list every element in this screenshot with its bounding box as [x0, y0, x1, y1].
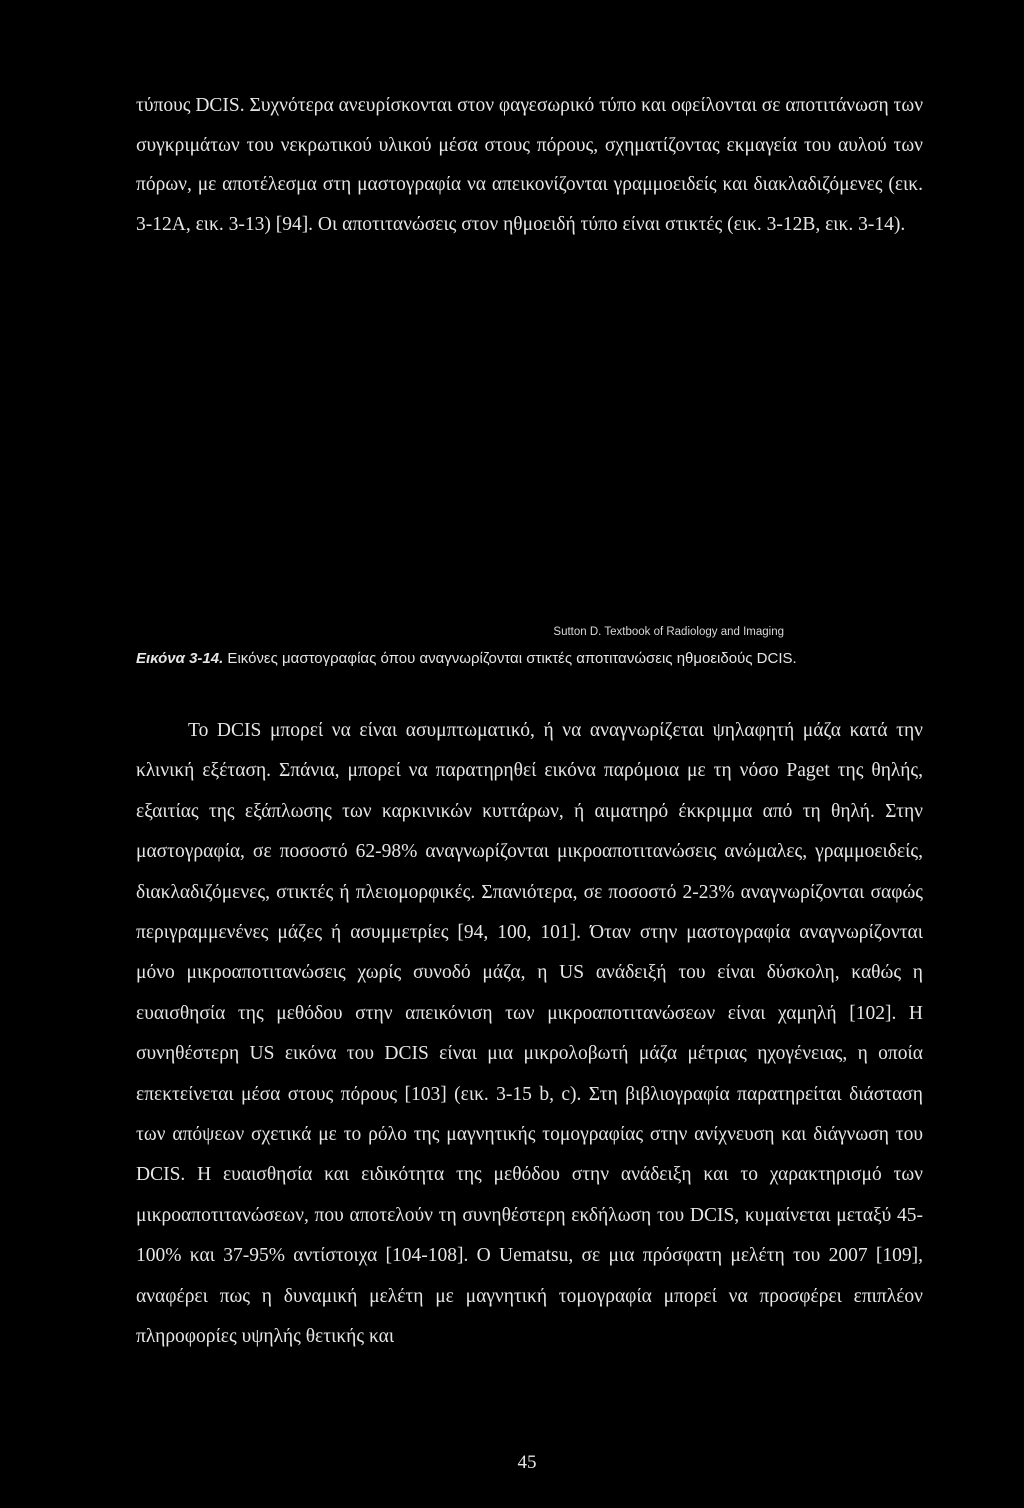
figure-credit: Sutton D. Textbook of Radiology and Imaging	[553, 626, 784, 638]
body-paragraph	[136, 711, 923, 1358]
caption-text: Εικόνες μαστογραφίας όπου αναγνωρίζονται στικτές αποτιτανώσεις ηθμοειδούς DCIS.	[223, 650, 797, 667]
figure-image-area	[136, 292, 923, 612]
caption-label: Εικόνα 3-14.	[136, 650, 224, 667]
intro-paragraph	[136, 86, 923, 244]
page-number: 45	[517, 1452, 537, 1473]
body-text: Το DCIS μπορεί να είναι ασυμπτωματικό, ή να αναγνωρίζεται ψηλαφητή μάζα κατά την κλινική εξέταση. Σπάνια, μπορεί να παρατηρηθεί εικόνα παρόμοια με τη νόσο Paget της θηλής, εξαιτίας της εξάπλωσης των καρκινικών κυττάρων, ή αιματηρό έκκριμμα από τη θηλή. Στην μαστογραφία, σε ποσοστό 62-98% αναγνωρίζονται μικροαποτιτανώσεις ανώμαλες, γραμμοειδείς, διακλαδιζόμενες, στικτές ή πλειομορφικές. Σπανιότερα, σε ποσοστό 2-23% αναγνωρίζονται σαφώς περιγραμμενένες μάζες ή ασυμμετρίες [94, 100, 101]. Όταν στην μαστογραφία αναγνωρίζονται μόνο μικροαποτιτανώσεις χωρίς συνοδό μάζα, η US ανάδειξή του είναι δύσκολη, καθώς η ευαισθησία της μεθόδου στην απεικόνιση των μικροαποτιτανώσεων είναι χαμηλή [102]. Η συνηθέστερη US εικόνα του DCIS είναι μια μικρολοβωτή μάζα μέτριας ηχογένειας, η οποία επεκτείνεται μέσα στους πόρους [103] (εικ. 3-15 b, c). Στη βιβλιογραφία παρατηρείται διάσταση των απόψεων σχετικά με το ρόλο της μαγνητικής τομογραφίας στην ανίχνευση και διάγνωση του DCIS. Η ευαισθησία και ειδικότητα της μεθόδου στην ανάδειξη και το χαρακτηρισμό των μικροαποτιτανώσεων, που αποτελούν τη συνηθέστερη εκδήλωση του DCIS, κυμαίνεται μεταξύ 45-100% και 37-95% αντίστοιχα [104-108]. Ο Uematsu, σε μια πρόσφατη μελέτη του 2007 [109], αναφέρει πως η δυναμική μελέτη με μαγνητική τομογραφία μπορεί να προσφέρει επιπλέον πληροφορίες υψηλής θετικής και	[136, 720, 923, 1348]
figure-caption	[136, 650, 923, 667]
intro-text: τύπους DCIS. Συχνότερα ανευρίσκονται στον φαγεσωρικό τύπο και οφείλονται σε αποτιτάνωση των συγκριμάτων του νεκρωτικού υλικού μέσα στους πόρους, σχηματίζοντας εκμαγεία του αυλού των πόρων, με αποτέλεσμα στη μαστογραφία να απεικονίζονται γραμμοειδείς και διακλαδιζόμενες (εικ. 3-12Α, εικ. 3-13) [94]. Οι αποτιτανώσεις στον ηθμοειδή τύπο είναι στικτές (εικ. 3-12Β, εικ. 3-14).	[136, 95, 924, 235]
